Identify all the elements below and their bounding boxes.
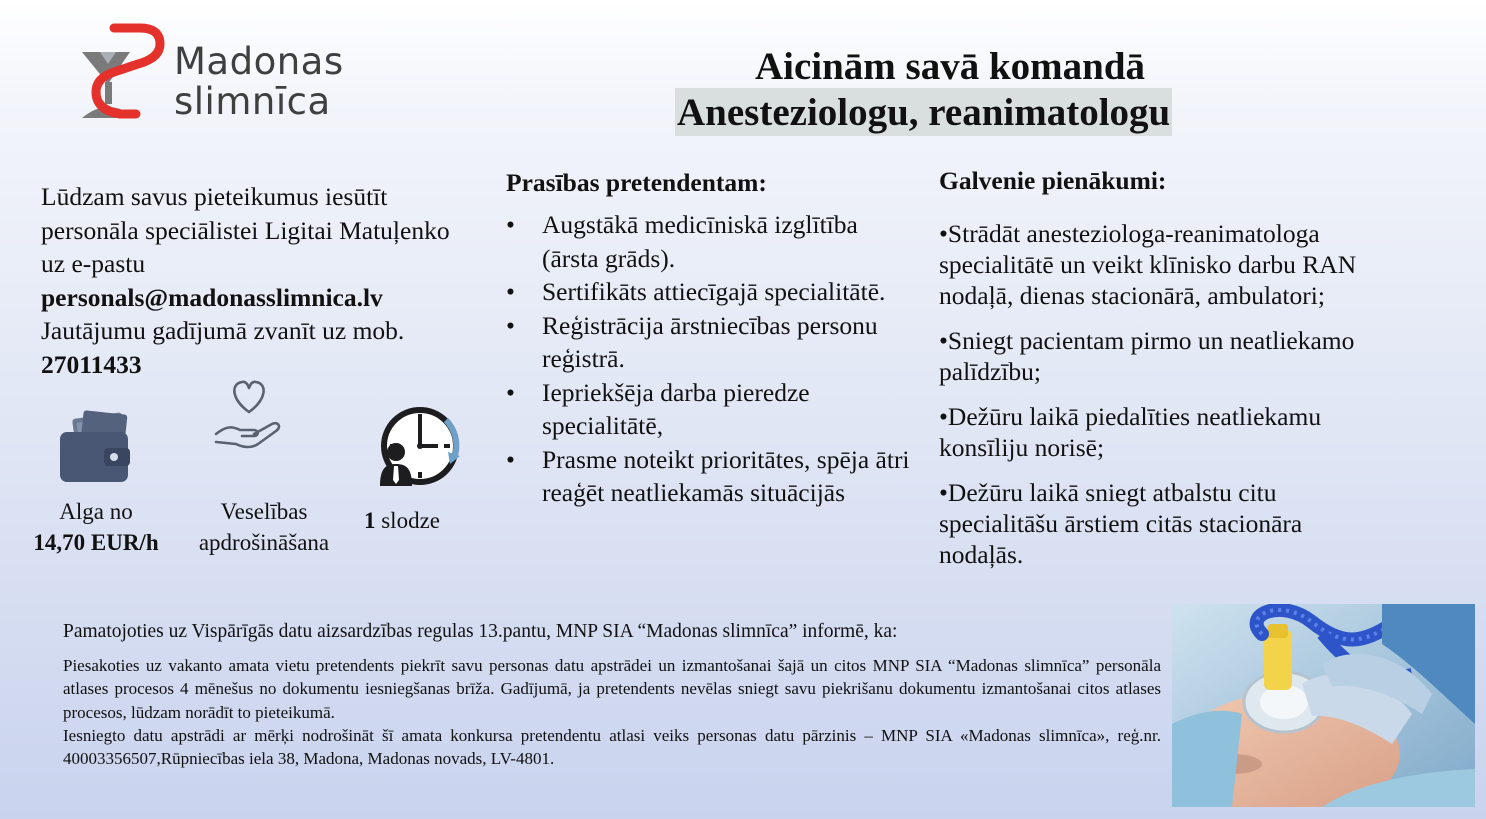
list-item: • Reģistrācija ārstniecības personu reģistrā. (506, 309, 916, 376)
contact-phone[interactable]: 27011433 (41, 349, 142, 379)
contact-email[interactable]: personals@madonasslimnica.lv (41, 282, 383, 312)
gdpr-notice (63, 654, 1161, 770)
list-item: •Dežūru laikā sniegt atbalstu citu specialitāšu ārstiem citās stacionāra nodaļās. (939, 478, 1303, 569)
requirements-title: Prasības pretendentam: (506, 168, 767, 197)
anesthesia-mask-photo (1172, 604, 1475, 807)
list-item: • Sertifikāts attiecīgajā specialitātē. (506, 275, 916, 309)
duties-title: Galvenie pienākumi: (939, 166, 1167, 195)
shift-text: slodze (375, 508, 440, 533)
logo-line-1: Madonas (174, 40, 344, 83)
headline-position: Anesteziologu, reanimatologu (675, 88, 1172, 136)
list-item: • Iepriekšēja darba pieredze specialitātē, (506, 376, 916, 443)
health-label-2: apdrošināšana (198, 530, 330, 555)
list-item: •Sniegt pacientam pirmo un neatliekamo palīdzību; (939, 326, 1355, 386)
list-item: • Augstākā medicīniskā izglītība (ārsta grāds). (506, 208, 916, 275)
hand-heart-icon (212, 376, 286, 454)
headline-invite: Aicinām savā komandā (754, 45, 1146, 88)
health-label-1: Veselības (220, 499, 308, 524)
contact-text: Lūdzam savus pieteikumus iesūtīt personāla speciālistei Ligitai Matuļenko uz e-pastu (41, 182, 450, 278)
bowl-of-hygieia-icon (78, 22, 174, 128)
wallet-icon (56, 408, 134, 486)
duties-list (939, 218, 1389, 584)
list-item: • Prasme noteikt prioritātes, spēja ātri reaģēt neatliekamās situācijās (506, 443, 916, 510)
salary-label: Alga no (59, 499, 133, 524)
clock-person-icon (376, 406, 464, 490)
benefit-workload (350, 505, 454, 536)
requirements-list (506, 208, 916, 510)
salary-value: 14,70 EUR/h (33, 530, 159, 555)
benefit-health-insurance (184, 496, 344, 558)
gdpr-paragraph-2: Iesniegto datu apstrādi ar mērķi nodrošināt šī amata konkursa pretendentu atlasi veiks personas datu pārzinis – MNP SIA «Madonas slimnīca», reģ.nr. 40003356507,Rūpniecības iela 38, Madona, Madonas novads, LV-4801. (63, 725, 1161, 769)
logo-line-2: slimnīca (174, 80, 331, 123)
gdpr-intro: Pamatojoties uz Vispārīgās datu aizsardzības regulas 13.pantu, MNP SIA “Madonas slimnīca” informē, ka: (63, 621, 898, 642)
shift-number: 1 (363, 508, 376, 533)
logo-wordmark (174, 42, 344, 122)
list-item: •Dežūru laikā piedalīties neatliekamu konsīliju norisē; (939, 402, 1322, 462)
list-item: •Strādāt anesteziologa-reanimatologa specialitātē un veikt klīnisko darbu RAN nodaļā, dienas stacionārā, ambulatori; (939, 219, 1357, 310)
benefit-salary (14, 496, 178, 558)
contact-phone-text: Jautājumu gadījumā zvanīt uz mob. (41, 316, 405, 345)
contact-info (41, 180, 461, 381)
gdpr-paragraph-1: Piesakoties uz vakanto amata vietu pretendents piekrīt savu personas datu apstrādei un izmantošanai šajā un citos MNP SIA “Madonas slimnīca” personāla atlases procesos 4 mēnešus no dokumentu iesniegšanas brīža. Gadījumā, ja pretendents nevēlas sniegt savu piekrišanu dokumentu izmantošanai citos atlases procesos, lūdzam norādīt to pieteikumā. (63, 656, 1161, 722)
